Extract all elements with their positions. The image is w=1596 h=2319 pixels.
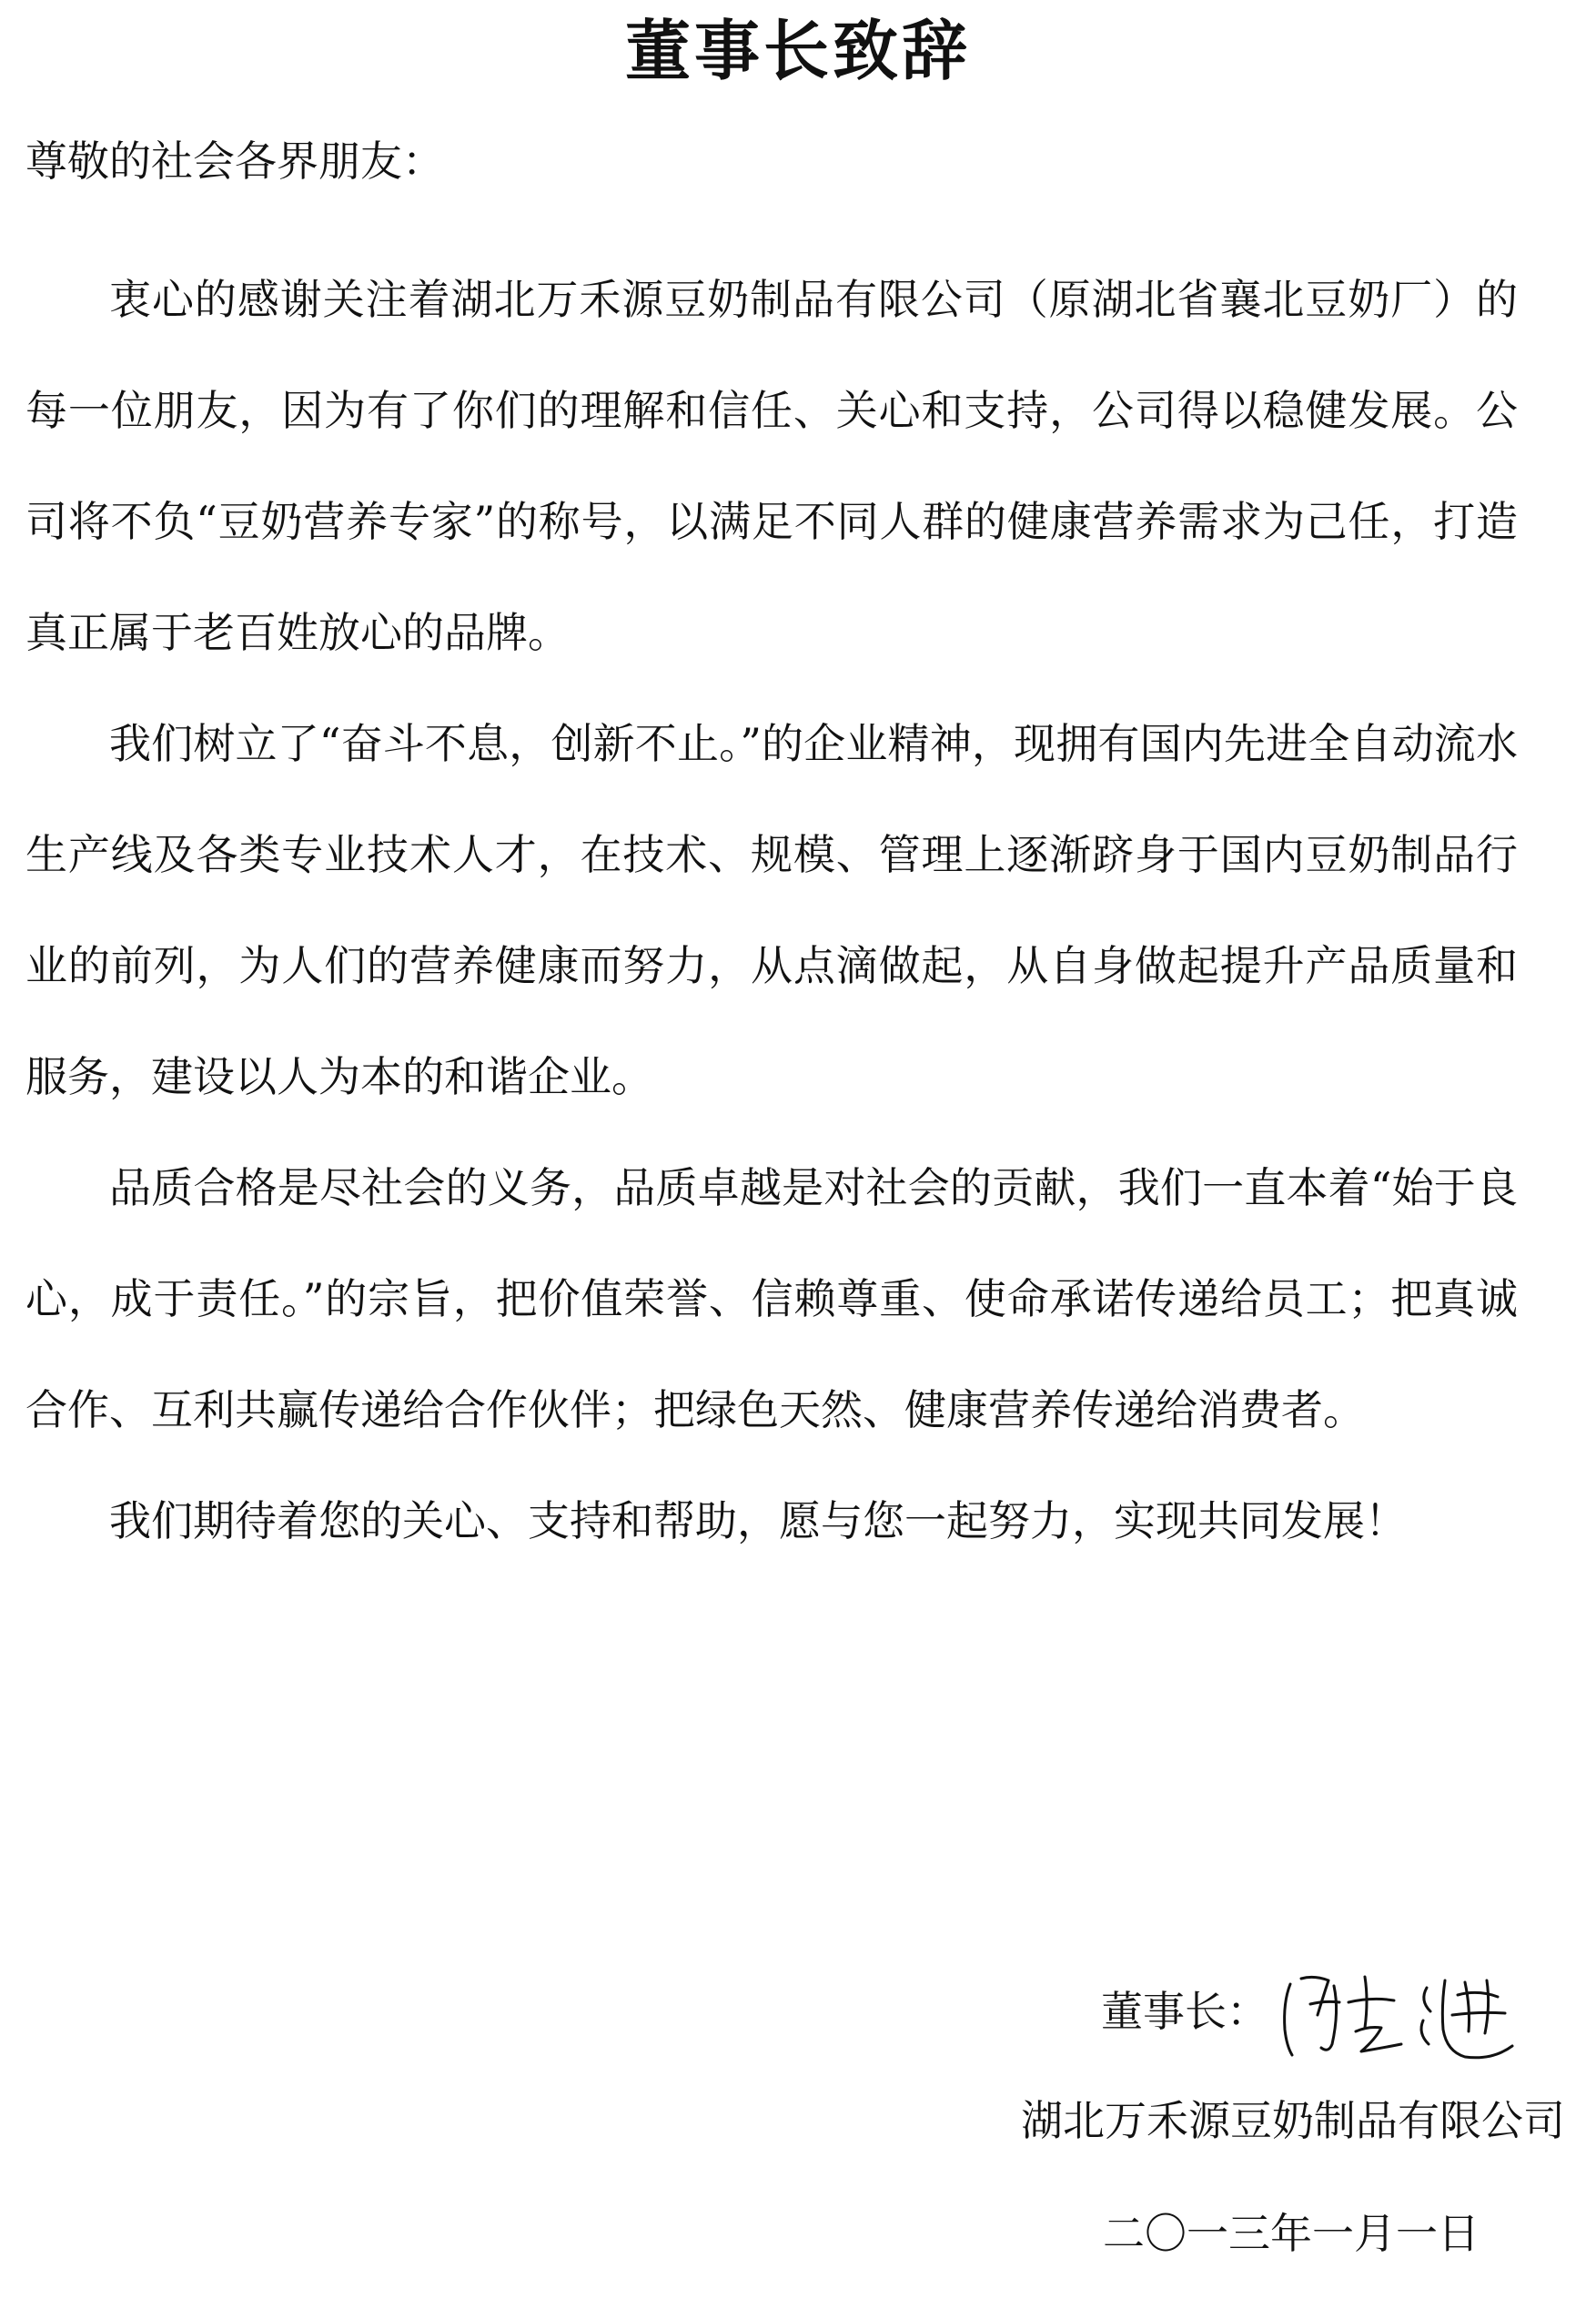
chairman-label: 董事长： [1101,1987,1268,2036]
page-title: 董事长致辞 [624,12,971,89]
company-name: 湖北万禾源豆奶制品有限公司 [1021,2096,1565,2145]
chairman-line [1101,1957,1520,2066]
paragraph-2: 我们树立了“奋斗不息，创新不止。”的企业精神，现拥有国内先进全自动流水生产线及各类专业技术人才，在技术、规模、管理上逐渐跻身于国内豆奶制品行业的前列，为人们的营养健康而努力，从点滴做起，从自身做起提升产品质量和服务，建设以人为本的和谐企业。 [25,719,1518,1101]
salutation: 尊敬的社会各界朋友： [25,137,444,186]
letter-date: 二〇一三年一月一日 [1103,2209,1480,2258]
paragraph-3: 品质合格是尽社会的义务，品质卓越是对社会的贡献，我们一直本着“始于良心，成于责任。”的宗旨，把价值荣誉、信赖尊重、使命承诺传递给员工；把真诚合作、互利共赢传递给合作伙伴；把绿色天然、健康营养传递给消费者。 [25,1163,1518,1434]
handwritten-signature [1274,1957,1520,2066]
paragraph-1: 衷心的感谢关注着湖北万禾源豆奶制品有限公司（原湖北省襄北豆奶厂）的每一位朋友，因为有了你们的理解和信任、关心和支持，公司得以稳健发展。公司将不负“豆奶营养专家”的称号，以满足不同人群的健康营养需求为己任，打造真正属于老百姓放心的品牌。 [25,275,1518,657]
letter-body [25,244,1518,1576]
paragraph-4: 我们期待着您的关心、支持和帮助，愿与您一起努力，实现共同发展！ [109,1496,1407,1545]
